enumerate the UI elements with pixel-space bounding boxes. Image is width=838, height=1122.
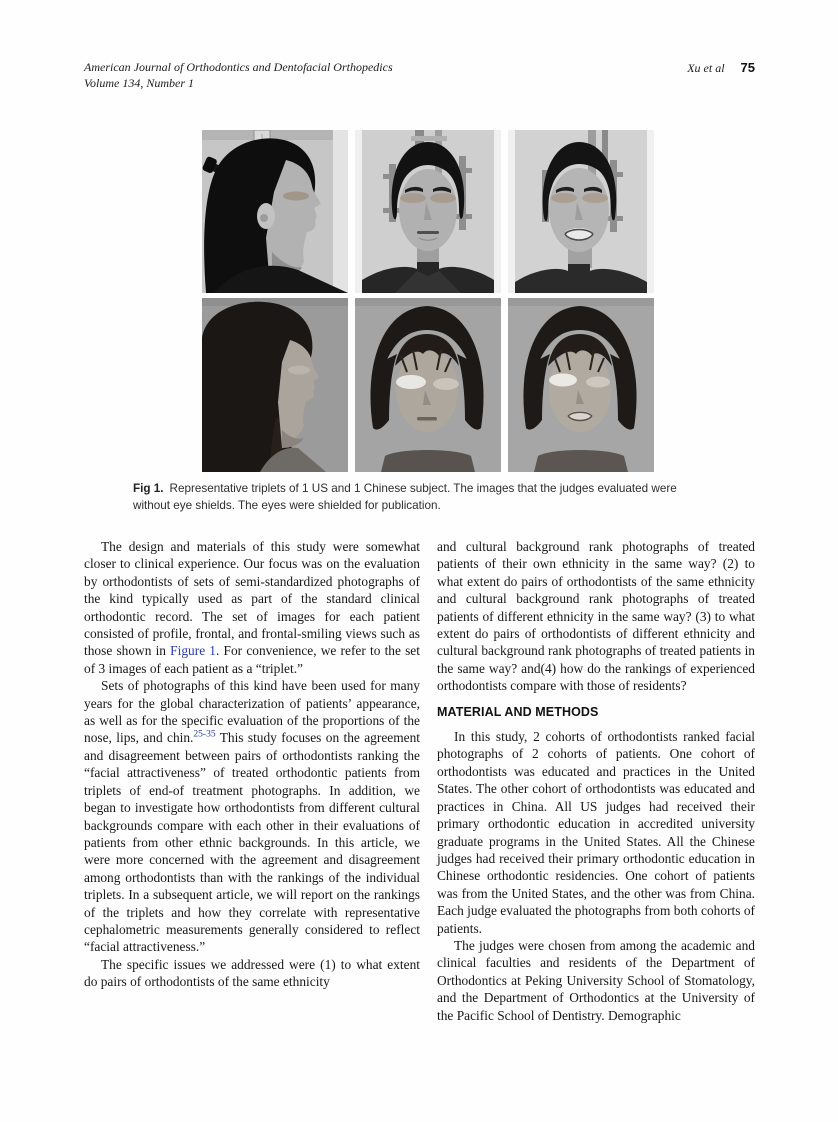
reference-25-35-link[interactable]: 25-35 — [193, 730, 216, 740]
paragraph-judges: The judges were chosen from among the academic and clinical faculties and residents of the Department of Orthodontics at Peking University School of Stomatology, and the Department of Orthodontics at the University of the Pacific School of Dentistry. Demographic — [437, 937, 755, 1023]
us-smiling-image — [508, 130, 654, 293]
photo-cn-profile — [202, 298, 348, 472]
cn-frontal-image — [355, 298, 501, 472]
para-text: Sets of photographs of this kind have been used for many years for the global characterization of patients’ appearance, as well as for the specific evaluation of the proportions of the nose, lips, and chin. — [84, 678, 420, 746]
running-authors: Xu et al — [687, 61, 725, 75]
paragraph-design-materials — [84, 538, 420, 677]
figure-caption — [133, 481, 710, 515]
figure-1-photo-grid — [202, 130, 654, 472]
cn-smiling-image — [508, 298, 654, 472]
caption-label: Fig 1. — [133, 482, 164, 495]
us-frontal-image — [355, 130, 501, 293]
photo-us-smiling — [508, 130, 654, 293]
paragraph-specific-issues: The specific issues we addressed were (1) to what extent do pairs of orthodontists of the same ethnicity — [84, 956, 420, 990]
paragraph-sets-of-photographs — [84, 677, 420, 956]
caption-text: Representative triplets of 1 US and 1 Chinese subject. The images that the judges evaluated were without eye shields. The eyes were shielded for publication. — [133, 482, 677, 512]
cn-profile-image — [202, 298, 348, 472]
left-column — [84, 538, 420, 991]
photo-cn-frontal — [355, 298, 501, 472]
section-heading-material-and-methods: MATERIAL AND METHODS — [437, 704, 599, 719]
running-head-right — [687, 60, 755, 77]
paragraph-cohorts: In this study, 2 cohorts of orthodontists ranked facial photographs of 2 cohorts of patients. One cohort of orthodontists was educated and practices in the United States. The other cohort of orthodontists was educated and practices in China. All US judges had received their primary orthodontic education in accredited university graduate programs in the United States. All the Chinese judges had received their primary orthodontic education in Chinese orthodontic residencies. One cohort of patients was from the United States, and the other was from China. Each judge evaluated the photographs from both cohorts of patients. — [437, 729, 755, 936]
figure1-link[interactable]: Figure 1 — [170, 643, 217, 659]
para-text: . For convenience, we refer to the set of 3 images of each patient as a “triplet.” — [84, 643, 420, 676]
us-profile-image — [202, 130, 348, 293]
journal-title: American Journal of Orthodontics and Dentofacial Orthopedics — [84, 60, 393, 74]
volume-line: Volume 134, Number 1 — [84, 75, 194, 90]
photo-us-profile — [202, 130, 348, 293]
page-header — [84, 60, 755, 91]
photo-cn-smiling — [508, 298, 654, 472]
paragraph-research-questions: and cultural background rank photographs of treated patients of their own ethnicity in the same way? (2) to what extent do pairs of orthodontists of the same ethnicity and cultural background rank photographs of treated patients of different ethnicity in the same way? (3) to what extent do pairs of orthodontists of different ethnicity and cultural background rank photographs of treated patients in the same way? and(4) how do the rankings of experienced orthodontists compare with those of residents? — [437, 539, 755, 694]
para-text: This study focuses on the agreement and disagreement between pairs of orthodontists ranking the “facial attractiveness” of treated orthodontic patients from triplets of end-of treatment photographs. In addition, we began to investigate how orthodontists from different cultural backgrounds compare with each other in their evaluations of patients from other ethnic backgrounds. In this article, we were more concerned with the agreement and disagreement among orthodontists than with the rankings of the individual triplets. In a subsequent article, we will report on the rankings of the triplets and how they correlate with representative cephalometric measurements generally considered to reflect “facial attractiveness.” — [84, 730, 420, 955]
photo-us-frontal — [355, 130, 501, 293]
para-text: The design and materials of this study were somewhat closer to clinical experience. Our focus was on the evaluation by orthodontists of sets of semi-standardized photographs of the kind typically used as part of the standard clinical orthodontic record. The set of images for each patient consisted of profile, frontal, and frontal-smiling views such as those shown in — [84, 539, 420, 659]
page-number: 75 — [740, 60, 755, 75]
right-column — [437, 538, 755, 1024]
running-head-left — [84, 60, 393, 91]
